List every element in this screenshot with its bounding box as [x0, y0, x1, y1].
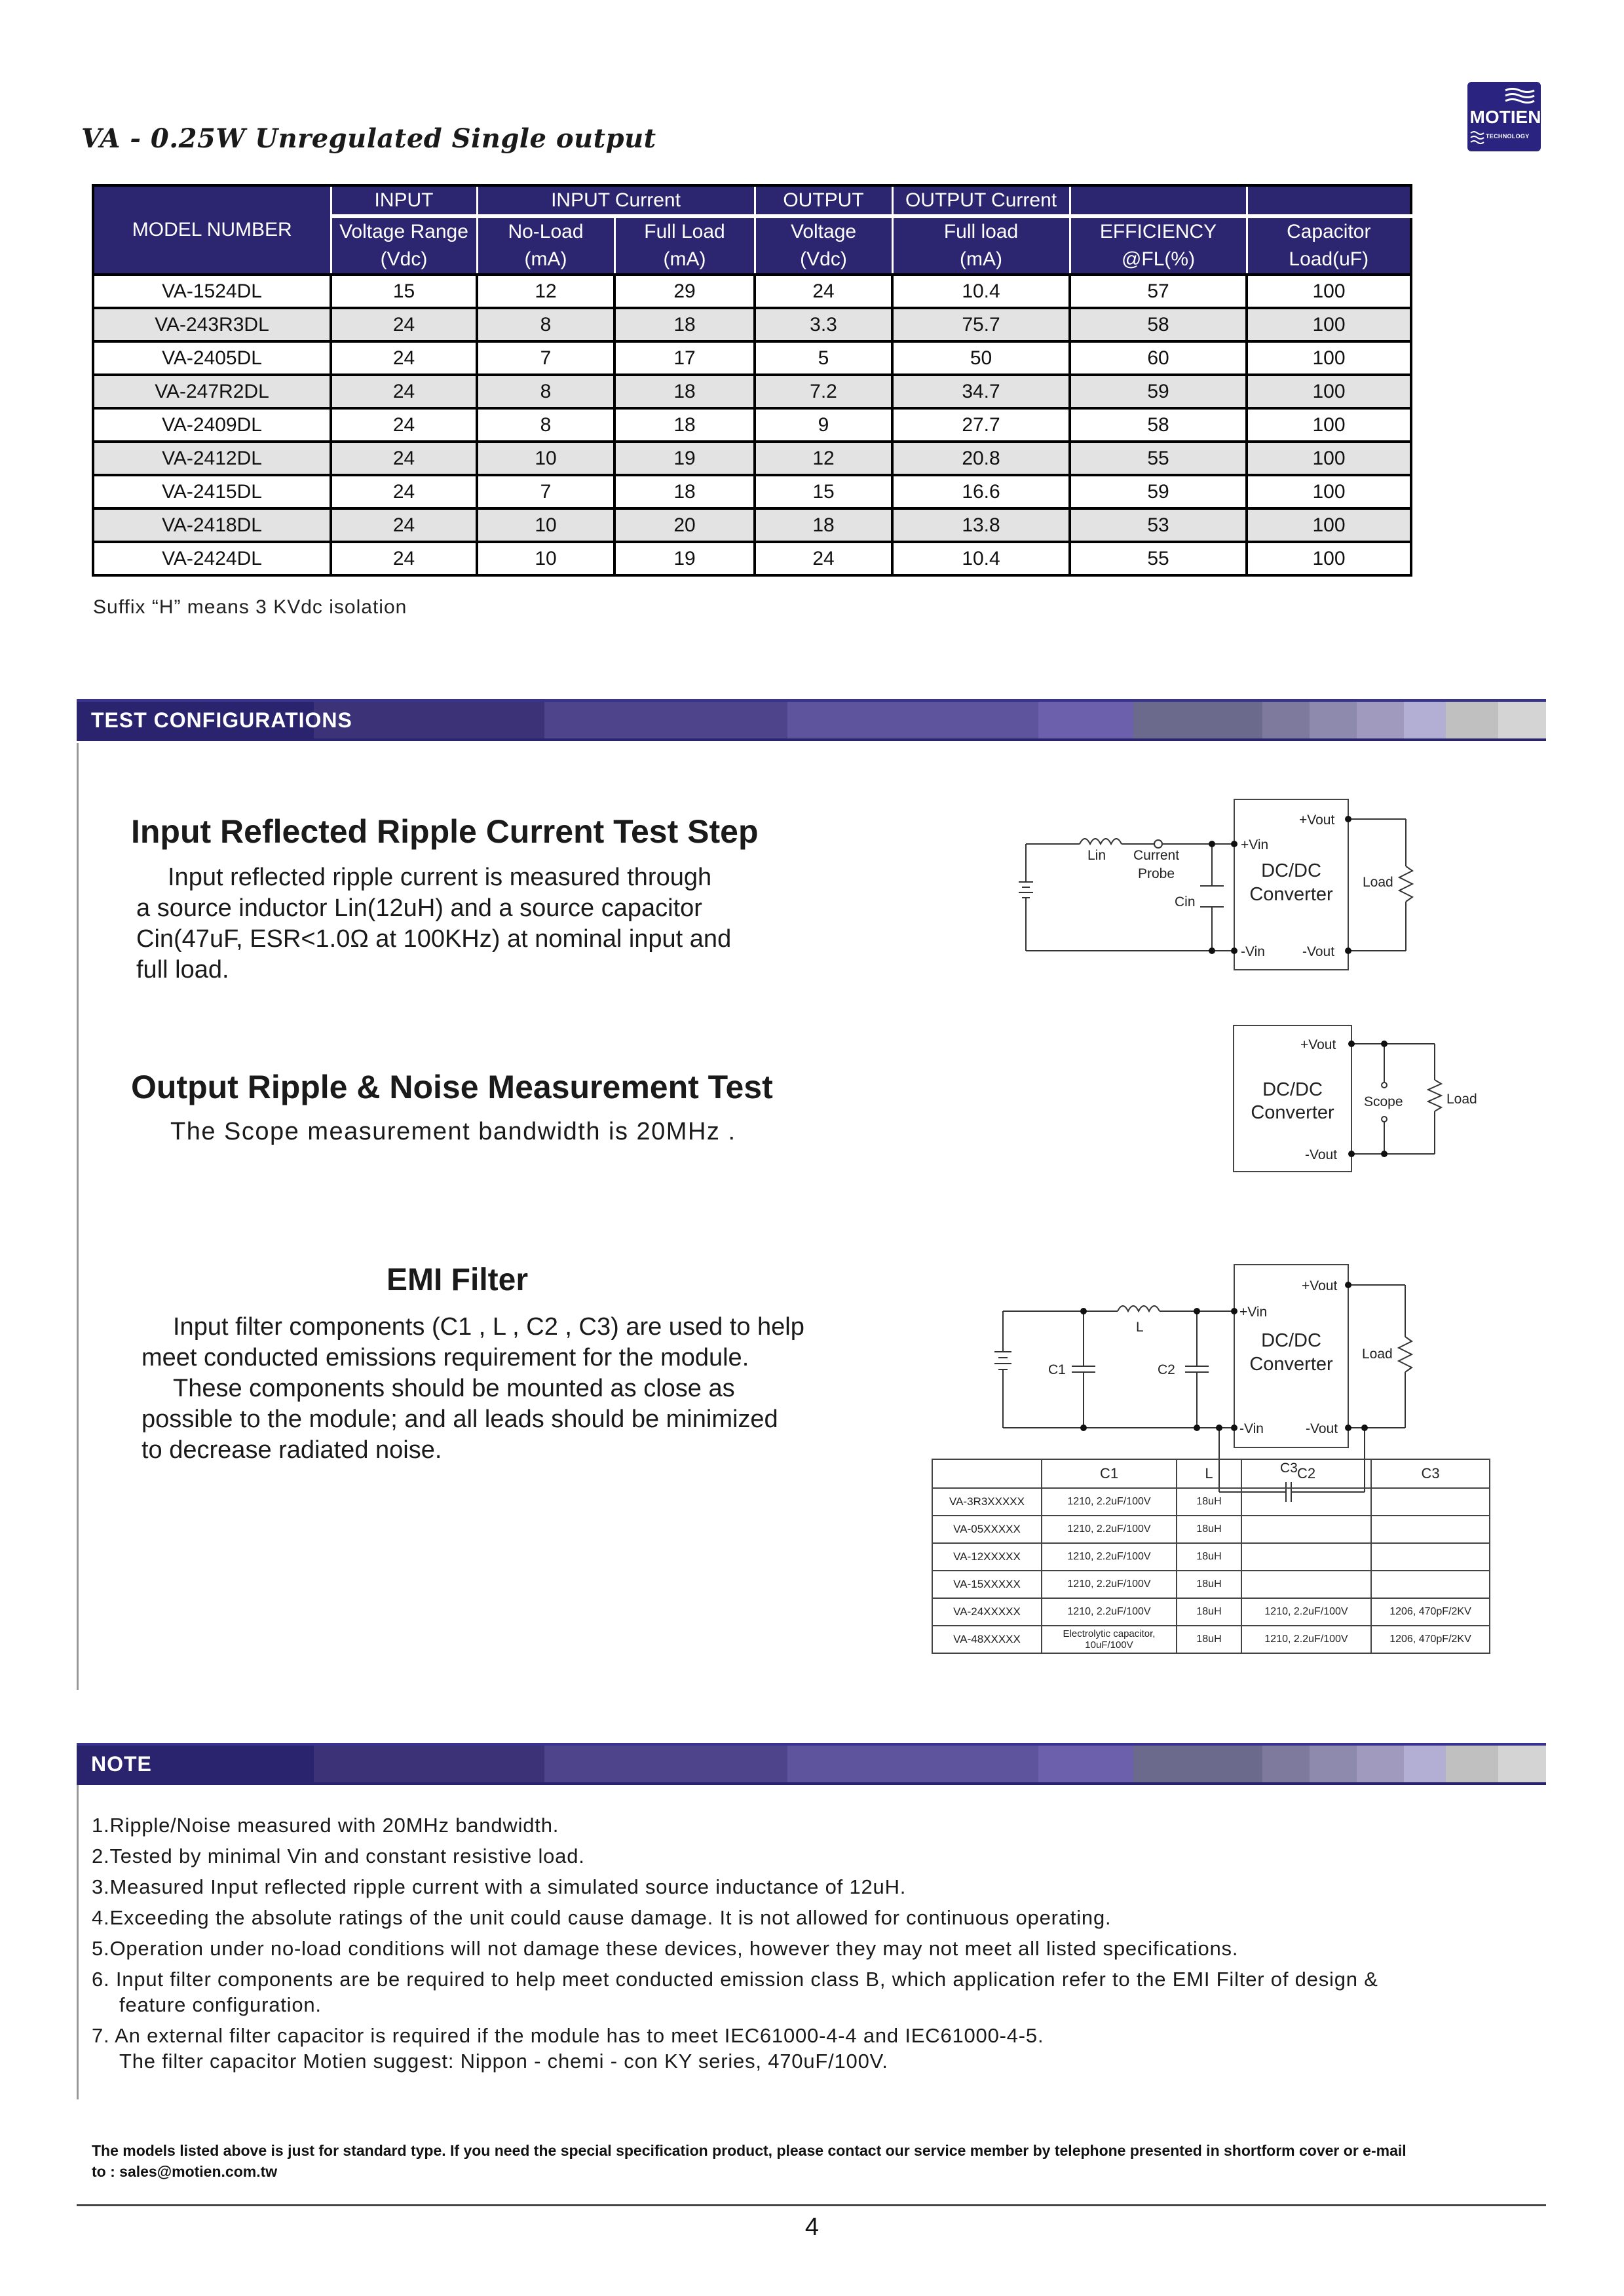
group-header-input: INPUT — [331, 185, 477, 216]
cell: 13.8 — [892, 508, 1070, 542]
cell: 58 — [1070, 408, 1247, 442]
cell — [1371, 1571, 1490, 1598]
cell: 57 — [1070, 275, 1247, 308]
table-row — [93, 442, 1411, 475]
cell-model: VA-2412DL — [93, 442, 331, 475]
table-row — [93, 375, 1411, 408]
cell: 20.8 — [892, 442, 1070, 475]
cell: 24 — [331, 475, 477, 508]
cell: 1210, 2.2uF/100V — [1042, 1571, 1177, 1598]
group-header-output-current: OUTPUT Current — [892, 185, 1070, 216]
col-header-output-full-load: Full load — [892, 216, 1070, 246]
cell-model: VA-24XXXXX — [932, 1598, 1042, 1626]
table-row — [932, 1598, 1490, 1626]
label-lin: Lin — [1087, 848, 1106, 863]
footer-divider — [77, 2204, 1546, 2206]
col-header-no-load: No-Load — [477, 216, 614, 246]
table-row — [932, 1488, 1490, 1516]
cell: 10 — [477, 542, 614, 575]
label-vout-neg: -Vout — [1305, 1147, 1338, 1162]
cell-model: VA-05XXXXX — [932, 1516, 1042, 1543]
cell: 58 — [1070, 308, 1247, 341]
cell — [1241, 1543, 1371, 1571]
cell-model: VA-2424DL — [93, 542, 331, 575]
cell: 10 — [477, 442, 614, 475]
cell-model: VA-2418DL — [93, 508, 331, 542]
col-header-full-load: Full Load — [614, 216, 755, 246]
logo-tagline: TECHNOLOGY — [1486, 133, 1530, 140]
label-load: Load — [1446, 1092, 1477, 1107]
wave-icon — [1504, 87, 1536, 104]
text-line: a source inductor Lin(12uH) and a source capacitor — [136, 894, 702, 922]
note-item: 2.Tested by minimal Vin and constant resistive load. — [92, 1845, 585, 1867]
cell-model: VA-48XXXXX — [932, 1626, 1042, 1653]
label-vin-pos: +Vin — [1241, 837, 1269, 852]
emi-col-c2: C2 — [1241, 1459, 1371, 1488]
note-item: 5.Operation under no-load conditions will not damage these devices, however they may not meet all listed specifications. — [92, 1937, 1239, 1960]
cell: 55 — [1070, 542, 1247, 575]
cell: 100 — [1247, 442, 1411, 475]
label-c3: C3 — [1280, 1461, 1298, 1476]
label-vin-pos: +Vin — [1239, 1305, 1268, 1320]
cell: 34.7 — [892, 375, 1070, 408]
col-unit-uf: Load(uF) — [1247, 246, 1411, 275]
cell — [1371, 1516, 1490, 1543]
motien-logo — [1467, 82, 1541, 151]
cell: 1210, 2.2uF/100V — [1042, 1543, 1177, 1571]
label-c2: C2 — [1158, 1362, 1175, 1377]
section-label: NOTE — [91, 1752, 152, 1776]
cell: 24 — [755, 275, 892, 308]
note-item: 6. Input filter components are be required to help meet conducted emission class B, which application refer to the EMI Filter of design & — [92, 1968, 1378, 1991]
table-row — [932, 1543, 1490, 1571]
section-label: TEST CONFIGURATIONS — [91, 708, 352, 732]
text-line: Cin(47uF, ESR<1.0Ω at 100KHz) at nominal input and — [136, 925, 732, 953]
note-item-continuation: feature configuration. — [119, 1993, 322, 2016]
cell — [1371, 1488, 1490, 1516]
text-line: to decrease radiated noise. — [142, 1436, 442, 1464]
output-ripple-subtitle: The Scope measurement bandwidth is 20MHz . — [170, 1118, 736, 1145]
table-row — [932, 1516, 1490, 1543]
cell: 18 — [755, 508, 892, 542]
output-ripple-title: Output Ripple & Noise Measurement Test — [131, 1069, 773, 1105]
cell: 50 — [892, 341, 1070, 375]
label-scope: Scope — [1364, 1094, 1403, 1109]
table-row — [93, 542, 1411, 575]
cell: 100 — [1247, 375, 1411, 408]
table-row — [93, 508, 1411, 542]
col-unit-vdc: (Vdc) — [331, 246, 477, 275]
cell: 18uH — [1177, 1598, 1241, 1626]
text-line: These components should be mounted as close as — [173, 1375, 735, 1402]
table-row — [93, 408, 1411, 442]
col-header-model: MODEL NUMBER — [93, 185, 331, 275]
cell: 24 — [331, 508, 477, 542]
text-line: possible to the module; and all leads should be minimized — [142, 1406, 778, 1433]
cell: 18 — [614, 308, 755, 341]
group-header-output: OUTPUT — [755, 185, 892, 216]
cell: 8 — [477, 375, 614, 408]
cell: 24 — [755, 542, 892, 575]
emi-col-model — [932, 1459, 1042, 1488]
table-row — [93, 308, 1411, 341]
text-line: full load. — [136, 956, 229, 984]
label-vout-pos: +Vout — [1302, 1278, 1338, 1293]
cell: 3.3 — [755, 308, 892, 341]
cell: 8 — [477, 308, 614, 341]
cell: 24 — [331, 308, 477, 341]
label-converter: Converter — [1249, 1354, 1333, 1375]
cell: 60 — [1070, 341, 1247, 375]
cell: 1210, 2.2uF/100V — [1042, 1516, 1177, 1543]
cell: 15 — [331, 275, 477, 308]
cell: 10 — [477, 508, 614, 542]
cell: 1206, 470pF/2KV — [1371, 1598, 1490, 1626]
wave-small-icon — [1470, 129, 1484, 146]
cell: 18 — [614, 475, 755, 508]
spec-table-header — [93, 185, 1411, 275]
cell: 18uH — [1177, 1571, 1241, 1598]
label-vout-neg: -Vout — [1302, 944, 1335, 959]
cell-model: VA-247R2DL — [93, 375, 331, 408]
cell: 100 — [1247, 508, 1411, 542]
cell-model: VA-15XXXXX — [932, 1571, 1042, 1598]
cell-model: VA-2405DL — [93, 341, 331, 375]
cell: 53 — [1070, 508, 1247, 542]
label-vout-pos: +Vout — [1299, 813, 1335, 828]
note-item-continuation: The filter capacitor Motien suggest: Nippon - chemi - con KY series, 470uF/100V. — [119, 2050, 888, 2073]
cell: 12 — [477, 275, 614, 308]
cell: 27.7 — [892, 408, 1070, 442]
table-row — [932, 1626, 1490, 1653]
section-left-rule — [77, 743, 79, 1690]
label-c1: C1 — [1048, 1362, 1066, 1377]
text-line: Input reflected ripple current is measured through — [168, 864, 712, 891]
cell: 16.6 — [892, 475, 1070, 508]
cell: 18uH — [1177, 1516, 1241, 1543]
cell: 18 — [614, 408, 755, 442]
cell: 100 — [1247, 275, 1411, 308]
label-probe: Probe — [1138, 866, 1175, 881]
table-row — [93, 341, 1411, 375]
cell: Electrolytic capacitor, 10uF/100V — [1042, 1626, 1177, 1653]
section-bar-test-configurations — [77, 699, 1546, 741]
cell: 18 — [614, 375, 755, 408]
cell: 100 — [1247, 475, 1411, 508]
label-dcdc: DC/DC — [1261, 860, 1321, 881]
label-vout-pos: +Vout — [1300, 1037, 1336, 1052]
emi-filter-description — [142, 1312, 928, 1466]
cell-model: VA-3R3XXXXX — [932, 1488, 1042, 1516]
cell: 100 — [1247, 341, 1411, 375]
cell: 59 — [1070, 375, 1247, 408]
cell: 7 — [477, 341, 614, 375]
emi-component-table — [932, 1459, 1490, 1654]
footer-disclaimer — [92, 2140, 1546, 2182]
emi-col-c1: C1 — [1042, 1459, 1177, 1488]
cell: 24 — [331, 442, 477, 475]
cell: 18uH — [1177, 1626, 1241, 1653]
cell: 10.4 — [892, 542, 1070, 575]
note-item: 1.Ripple/Noise measured with 20MHz bandwidth. — [92, 1814, 559, 1837]
cell: 24 — [331, 542, 477, 575]
col-unit-percent: @FL(%) — [1070, 246, 1247, 275]
group-header-input-current: INPUT Current — [477, 185, 755, 216]
cell — [1241, 1516, 1371, 1543]
cell: 9 — [755, 408, 892, 442]
cell — [1371, 1543, 1490, 1571]
input-ripple-circuit-diagram — [1015, 786, 1441, 983]
cell: 12 — [755, 442, 892, 475]
label-l: L — [1136, 1320, 1144, 1335]
note-item: 7. An external filter capacitor is required if the module has to meet IEC61000-4-4 and IEC61000-4-5. — [92, 2024, 1044, 2047]
cell: 18uH — [1177, 1488, 1241, 1516]
suffix-note: Suffix “H” means 3 KVdc isolation — [93, 596, 407, 618]
cell: 1210, 2.2uF/100V — [1241, 1626, 1371, 1653]
cell: 24 — [331, 375, 477, 408]
cell: 7.2 — [755, 375, 892, 408]
text-line: Input filter components (C1 , L , C2 , C3) are used to help — [173, 1313, 804, 1341]
label-load: Load — [1362, 1347, 1393, 1362]
cell-model: VA-1524DL — [93, 275, 331, 308]
col-unit-ma: (mA) — [892, 246, 1070, 275]
logo-brand-text: MOTIEN — [1469, 107, 1541, 127]
cell: 1210, 2.2uF/100V — [1042, 1488, 1177, 1516]
col-header-voltage-range: Voltage Range — [331, 216, 477, 246]
emi-col-l: L — [1177, 1459, 1241, 1488]
label-cin: Cin — [1175, 894, 1196, 909]
cell-model: VA-2409DL — [93, 408, 331, 442]
label-converter: Converter — [1251, 1102, 1334, 1123]
cell: 19 — [614, 542, 755, 575]
page-title: VA - 0.25W Unregulated Single output — [81, 123, 656, 154]
spec-table — [92, 184, 1412, 577]
cell — [1241, 1488, 1371, 1516]
note-item: 3.Measured Input reflected ripple current with a simulated source inductance of 12uH. — [92, 1875, 907, 1898]
label-current: Current — [1133, 848, 1180, 863]
notes-list — [92, 1810, 1533, 2074]
input-ripple-title: Input Reflected Ripple Current Test Step — [131, 813, 759, 850]
table-row — [932, 1571, 1490, 1598]
output-ripple-circuit-diagram — [1212, 1016, 1487, 1186]
cell: 29 — [614, 275, 755, 308]
cell: 10.4 — [892, 275, 1070, 308]
label-vin-neg: -Vin — [1239, 1421, 1264, 1436]
cell: 1210, 2.2uF/100V — [1241, 1598, 1371, 1626]
page-number: 4 — [804, 2213, 820, 2241]
cell-model: VA-12XXXXX — [932, 1543, 1042, 1571]
group-header-capacitor — [1247, 185, 1411, 216]
cell-model: VA-2415DL — [93, 475, 331, 508]
table-row — [93, 475, 1411, 508]
label-converter: Converter — [1249, 884, 1333, 905]
footer-email-line: to : sales@motien.com.tw — [92, 2163, 278, 2180]
cell: 19 — [614, 442, 755, 475]
group-header-efficiency — [1070, 185, 1247, 216]
cell — [1241, 1571, 1371, 1598]
emi-filter-title: EMI Filter — [387, 1263, 529, 1297]
cell-model: VA-243R3DL — [93, 308, 331, 341]
cell: 75.7 — [892, 308, 1070, 341]
cell: 59 — [1070, 475, 1247, 508]
note-item: 4.Exceeding the absolute ratings of the unit could cause damage. It is not allowed for continuous operating. — [92, 1906, 1112, 1929]
col-unit-vdc: (Vdc) — [755, 246, 892, 275]
cell: 100 — [1247, 542, 1411, 575]
cell: 20 — [614, 508, 755, 542]
cell: 55 — [1070, 442, 1247, 475]
label-vout-neg: -Vout — [1306, 1421, 1338, 1436]
input-ripple-description — [136, 862, 857, 985]
emi-col-c3: C3 — [1371, 1459, 1490, 1488]
text-line: meet conducted emissions requirement for the module. — [142, 1344, 749, 1371]
cell: 17 — [614, 341, 755, 375]
cell: 7 — [477, 475, 614, 508]
cell: 100 — [1247, 308, 1411, 341]
col-header-output-voltage: Voltage — [755, 216, 892, 246]
col-unit-ma: (mA) — [614, 246, 755, 275]
table-row — [93, 275, 1411, 308]
cell: 100 — [1247, 408, 1411, 442]
cell: 8 — [477, 408, 614, 442]
section-bar-note — [77, 1743, 1546, 1785]
cell: 1210, 2.2uF/100V — [1042, 1598, 1177, 1626]
cell: 5 — [755, 341, 892, 375]
label-dcdc: DC/DC — [1262, 1079, 1323, 1100]
section-left-rule — [77, 1785, 79, 2099]
label-load: Load — [1363, 875, 1393, 890]
col-header-efficiency: EFFICIENCY — [1070, 216, 1247, 246]
cell: 1206, 470pF/2KV — [1371, 1626, 1490, 1653]
label-dcdc: DC/DC — [1261, 1330, 1321, 1351]
label-vin-neg: -Vin — [1241, 944, 1265, 959]
col-unit-ma: (mA) — [477, 246, 614, 275]
col-header-capacitor: Capacitor — [1247, 216, 1411, 246]
cell: 24 — [331, 408, 477, 442]
footer-line: The models listed above is just for standard type. If you need the special specification product, please contact our service member by telephone presented in shortform cover or e-mail — [92, 2142, 1407, 2159]
cell: 15 — [755, 475, 892, 508]
cell: 24 — [331, 341, 477, 375]
cell: 18uH — [1177, 1543, 1241, 1571]
